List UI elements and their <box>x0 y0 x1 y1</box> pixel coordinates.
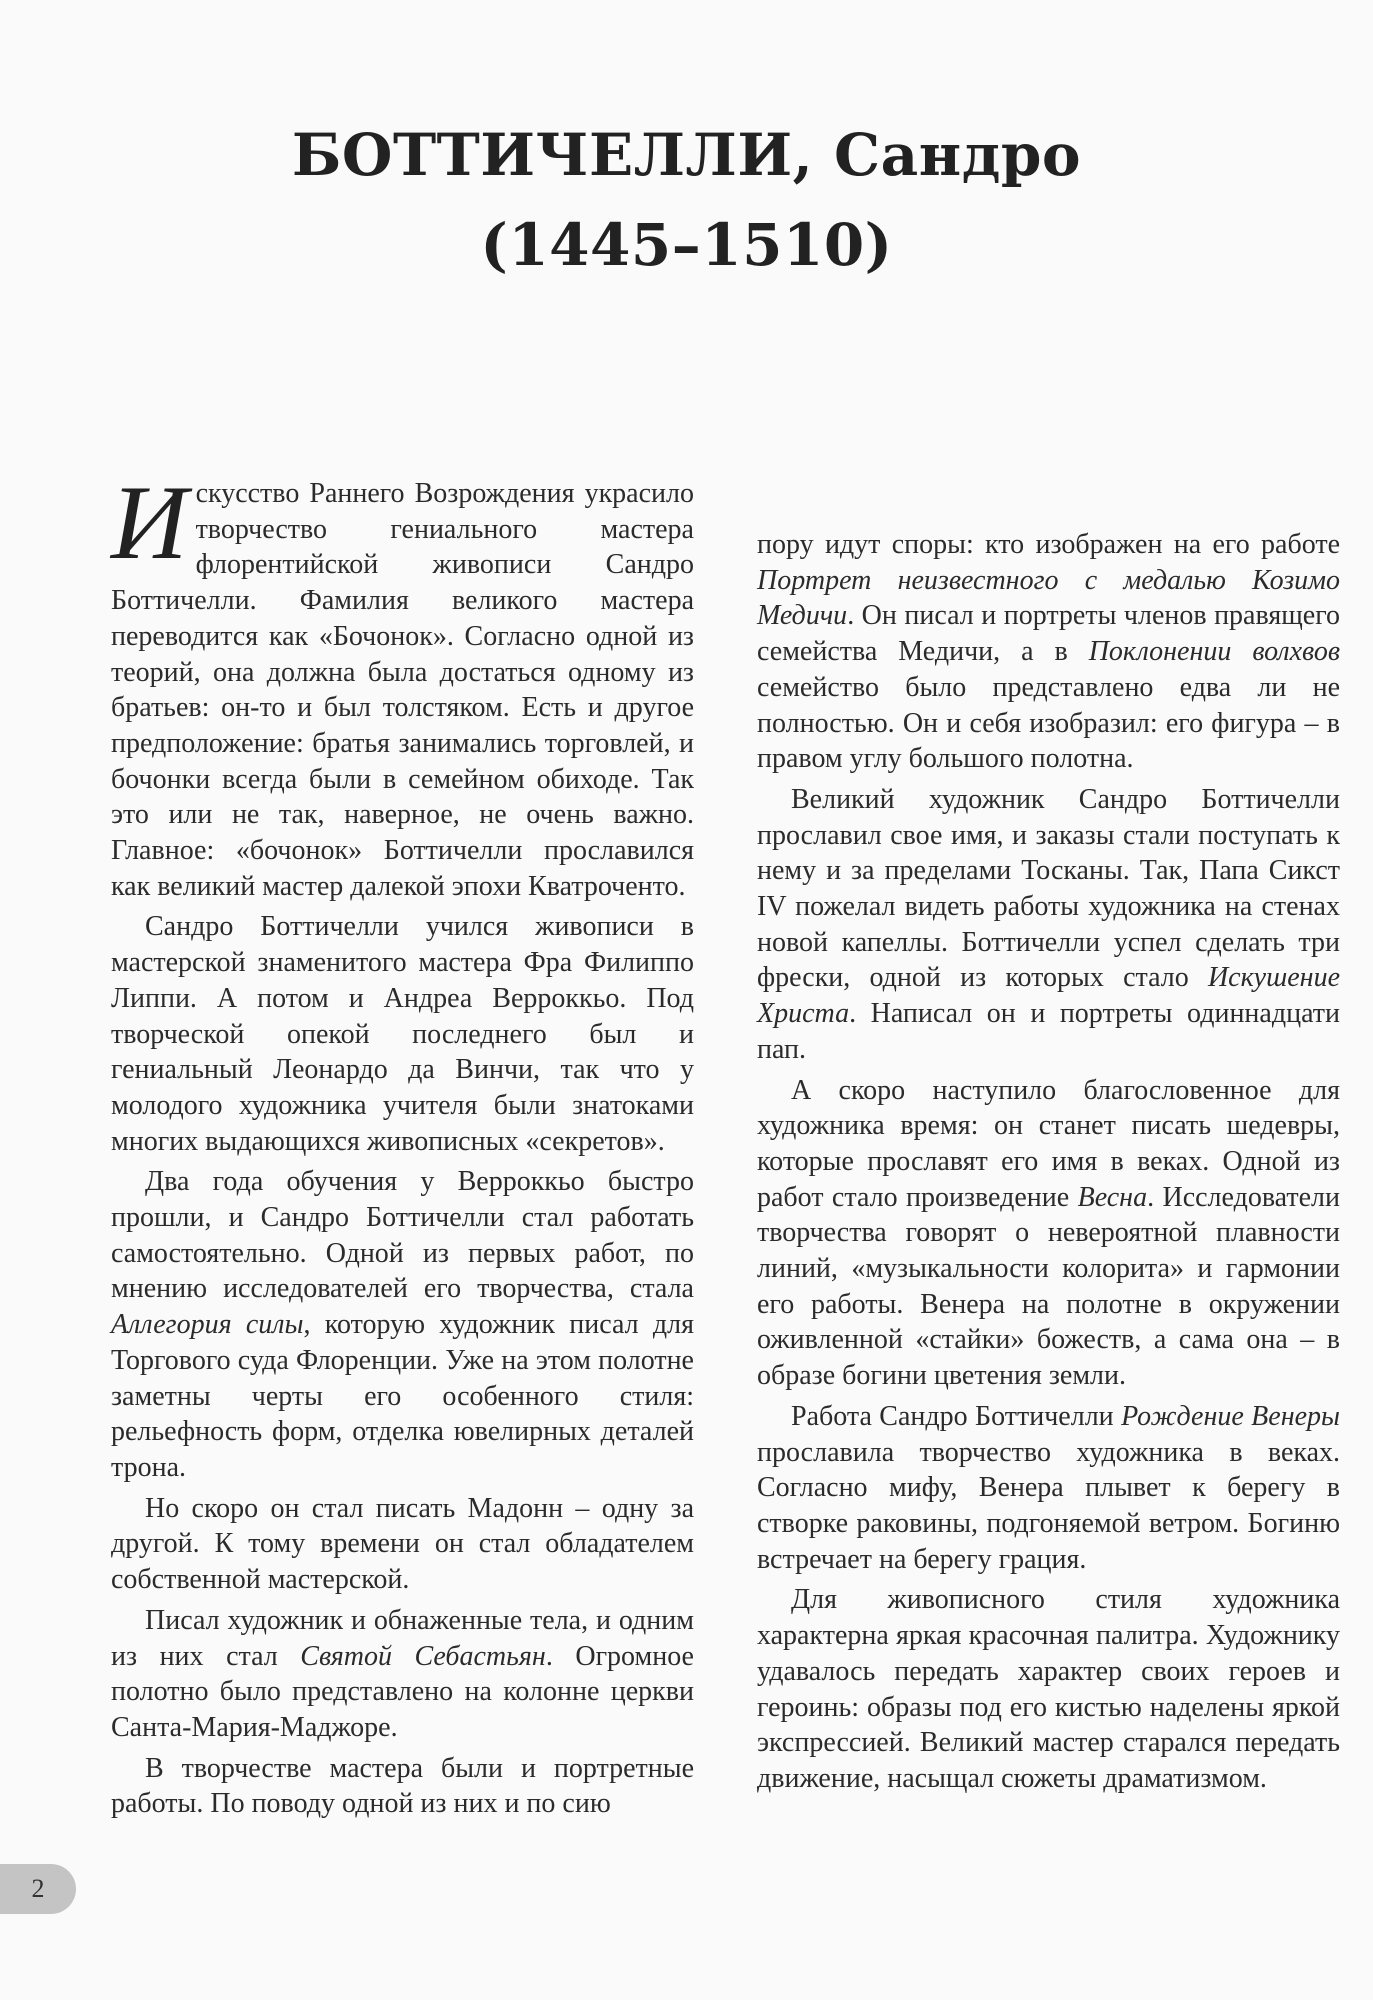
artwork-title: Святой Себастьян <box>300 1640 546 1672</box>
artist-life-dates: (1445–1510) <box>480 211 893 279</box>
drop-cap: И <box>111 464 188 581</box>
artist-name: БОТТИЧЕЛЛИ, Сандро <box>291 121 1082 189</box>
paragraph: пору идут споры: кто изображен на его работе Портрет неизвестного с медалью Козимо Медичи. Он писал и портреты членов правящего семейства Медичи, а в Поклонении волхвов семейство было представлено едва ли не полностью. Он и себя изобразил: его фигура – в правом углу большого полотна. <box>757 529 1340 775</box>
artwork-title: Портрет неизвестного с медалью Козимо Медичи <box>757 564 1340 632</box>
artwork-title: Искушение Христа <box>757 962 1340 1030</box>
paragraph: Для живописного стиля художника характерна яркая красочная палитра. Художнику удавалось передать характер своих героев и героинь: образы под его кистью наделены яркой экспрессией. Великий мастер старался передать движение, насыщал сюжеты драматизмом. <box>757 1584 1340 1794</box>
artwork-title: Поклонении волхвов <box>1088 636 1340 668</box>
paragraph: Великий художник Сандро Боттичелли прославил свое имя, и заказы стали поступать к нему и за пределами Тосканы. Так, Папа Сикст IV пожелал видеть работы художника на стенах новой капеллы. Боттичелли успел сделать три фрески, одной из которых стало Искушение Христа. Написал он и портреты одиннадцати пап. <box>757 783 1340 1065</box>
text-column-right <box>757 527 1340 1797</box>
paragraph: Искусство Раннего Возрождения украсило творчество гениального мастера флорентийской живописи Сандро Боттичелли. Фамилия великого мастера переводится как «Бочонок». Согласно одной из теорий, она должна была достаться одному из братьев: он-то и был толстяком. Есть и другое предположение: братья занимались торговлей, и бочонки всегда были в семейном обиходе. Так это или не так, наверное, не очень важно. Главное: «бочонок» Боттичелли прославился как великий мастер далекой эпохи Кватроченто. <box>111 464 694 902</box>
page-number: 2 <box>0 1864 76 1914</box>
paragraph: В творчестве мастера были и портретные работы. По поводу одной из них и по сию <box>111 1752 694 1820</box>
text-column-left <box>111 464 694 1822</box>
paragraph: Два года обучения у Верроккьо быстро прошли, и Сандро Боттичелли стал работать самостоятельно. Одной из первых работ, по мнению исследователей его творчества, стала Аллегория силы, которую художник писал для Торгового суда Флоренции. Уже на этом полотне заметны черты его особенного стиля: рельефность форм, отделка ювелирных деталей трона. <box>111 1166 694 1483</box>
paragraph: Сандро Боттичелли учился живописи в мастерской знаменитого мастера Фра Филиппо Липпи. А потом и Андреа Верроккьо. Под творческой опекой последнего был и гениальный Леонардо да Винчи, так что у молодого художника учителя были знатоками многих выдающихся живописных «секретов». <box>111 911 694 1157</box>
paragraph: Но скоро он стал писать Мадонн – одну за другой. К тому времени он стал обладателем собственной мастерской. <box>111 1492 694 1596</box>
paragraph: А скоро наступило благословенное для художника время: он станет писать шедевры, которые прославят его имя в веках. Одной из работ стало произведение Весна. Исследователи творчества говорят о невероятной плавности линий, «музыкальности колорита» и гармонии его работы. Венера на полотне в окружении оживленной «стайки» божеств, а сама она – в образе богини цветения земли. <box>757 1074 1340 1392</box>
paragraph: Работа Сандро Боттичелли Рождение Венеры прославила творчество художника в веках. Согласно мифу, Венера плывет к берегу в створке раковины, подгоняемой ветром. Богиню встречает на берегу грация. <box>757 1400 1340 1575</box>
artwork-title: Весна <box>1077 1181 1148 1213</box>
paragraph: Писал художник и обнаженные тела, и одним из них стал Святой Себастьян. Огромное полотно было представлено на колонне церкви Санта-Мария-Маджоре. <box>111 1604 694 1743</box>
artwork-title: Аллегория силы <box>111 1309 304 1341</box>
artwork-title: Рождение Венеры <box>1121 1400 1340 1432</box>
page-header <box>0 110 1373 290</box>
page-title <box>0 110 1373 290</box>
